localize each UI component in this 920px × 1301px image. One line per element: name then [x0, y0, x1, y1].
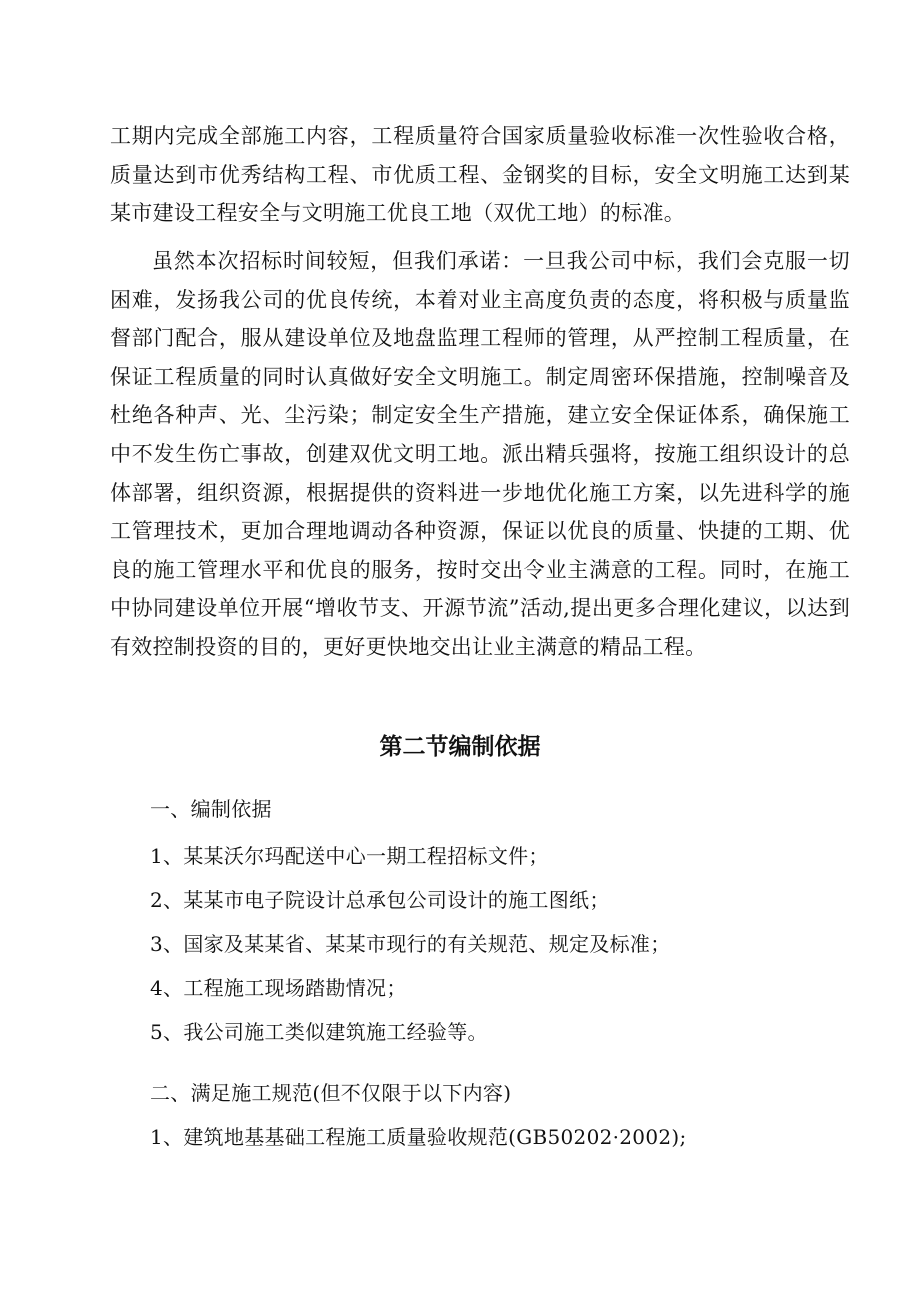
specs-item-1: 1、建筑地基基础工程施工质量验收规范(GB50202·2002); [150, 1125, 687, 1149]
basis-item-2: 2、某某市电子院设计总承包公司设计的施工图纸； [150, 888, 610, 912]
section-title: 第二节编制依据 [379, 734, 541, 760]
basis-item-4: 4、工程施工现场踏勘情况； [150, 976, 407, 1000]
commitment-paragraph: 虽然本次招标时间较短，但我们承诺：一旦我公司中标，我们会克服一切困难，发扬我公司的优良传统，本着对业主高度负责的态度，将积极与质量监督部门配合，服从建设单位及地盘监理工程师的管理，从严控制工程质量，在保证工程质量的同时认真做好安全文明施工。制定周密环保措施，控制噪音及杜绝各种声、光、尘污染；制定安全生产措施，建立安全保证体系，确保施工中不发生伤亡事故，创建双优文明工地。派出精兵强将，按施工组织设计的总体部署，组织资源，根据提供的资料进一步地优化施工方案，以先进科学的施工管理技术，更加合理地调动各种资源，保证以优良的质量、快捷的工期、优良的施工管理水平和优良的服务，按时交出令业主满意的工程。同时，在施工中协同建设单位开展“增收节支、开源节流”活动,提出更多合理化建议，以达到有效控制投资的目的，更好更快地交出让业主满意的精品工程。 [110, 249, 850, 659]
basis-item-1: 1、某某沃尔玛配送中心一期工程招标文件； [150, 844, 549, 868]
specs-heading: 二、满足施工规范(但不仅限于以下内容) [150, 1081, 512, 1105]
basis-item-5: 5、我公司施工类似建筑施工经验等。 [150, 1020, 488, 1044]
basis-item-3: 3、国家及某某省、某某市现行的有关规范、规定及标准； [150, 932, 671, 956]
intro-paragraph: 工期内完成全部施工内容，工程质量符合国家质量验收标准一次性验收合格，质量达到市优秀结构工程、市优质工程、金钢奖的目标，安全文明施工达到某某市建设工程安全与文明施工优良工地（双优工地）的标准。 [110, 124, 850, 226]
basis-heading: 一、编制依据 [150, 797, 272, 821]
